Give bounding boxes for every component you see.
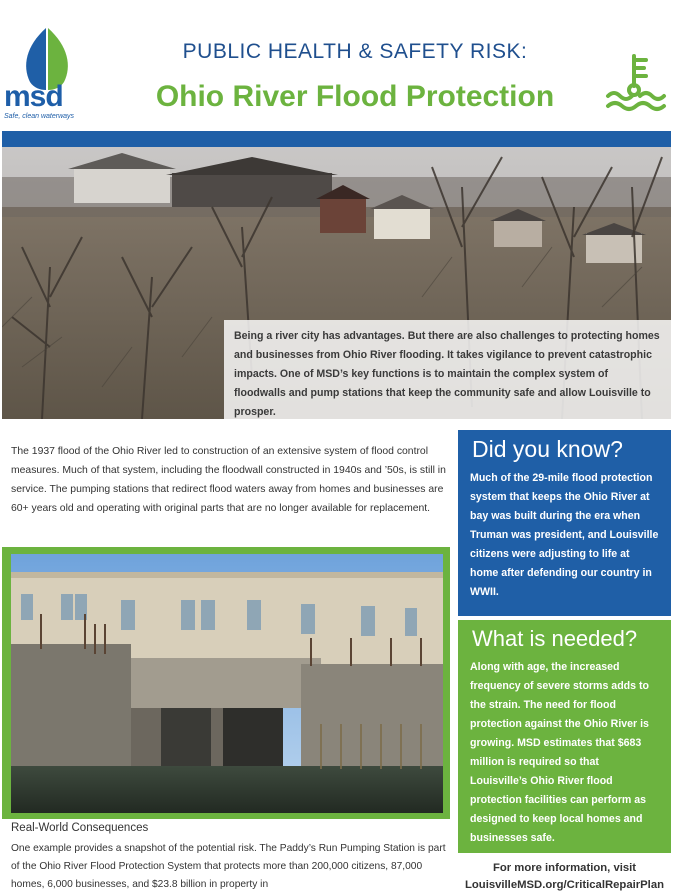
logo-wordmark: msd [4, 80, 63, 113]
page-title: Ohio River Flood Protection [155, 80, 555, 113]
more-info [458, 860, 671, 894]
header-divider-bar [2, 131, 671, 147]
what-is-needed-text: Along with age, the increased frequency of severe storms adds to the strain. The need for flood protection against the Ohio River is growing. MSD estimates that $683 million is required so that Louisville’s Ohio River flood protection facilities can perform as designed to keep local homes and businesses safe. [470, 661, 649, 844]
consequences-heading: Real-World Consequences [11, 822, 149, 834]
what-is-needed-box [458, 620, 671, 853]
page-kicker: PUBLIC HEALTH & SAFETY RISK: [182, 40, 528, 63]
hero-caption: Being a river city has advantages. But there are also challenges to protecting homes and businesses from Ohio River flooding. It takes vigilance to prevent catastrophic impacts. One of MSD’s key functions is to maintain the complex system of floodwalls and pump stations that keep the community safe and allow Louisville to prosper. [224, 320, 671, 419]
water-temperature-icon [604, 52, 668, 112]
more-info-label: For more information, visit [492, 862, 637, 874]
more-info-link[interactable]: LouisvilleMSD.org/CriticalRepairPlan [465, 879, 664, 891]
pumping-station-photo [11, 554, 443, 813]
intro-paragraph: The 1937 flood of the Ohio River led to construction of an extensive system of flood control measures. Much of that system, including the floodwall constructed in 1940s and ’50s, is still in service. The pumping stations that redirect flood waters away from homes and businesses are 60+ years old and operating with original parts that are no longer available for replacement. [11, 446, 446, 514]
consequences-paragraph: One example provides a snapshot of the potential risk. The Paddy’s Run Pumping Station is part of the Ohio River Flood Protection System that protects more than 200,000 citizens, 87,000 homes, 6,000 businesses, and $23.8 billion in property in [11, 843, 446, 890]
did-you-know-title: Did you know? [472, 436, 623, 462]
logo-tagline: Safe, clean waterways [4, 113, 75, 120]
did-you-know-box [458, 430, 671, 616]
what-is-needed-title: What is needed? [472, 626, 638, 651]
did-you-know-text: Much of the 29-mile flood protection system that keeps the Ohio River at bay was built during the era when Truman was president, and Louisville citizens were adjusting to life at home after defending our country in WWII. [470, 472, 659, 598]
